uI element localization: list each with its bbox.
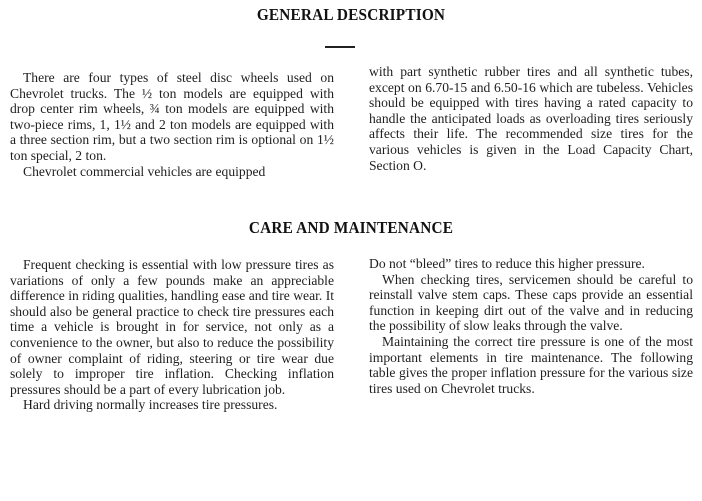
- paragraph: When checking tires, servicemen should be careful to reinstall valve stem caps. These caps provide an essential function in keeping dirt out of the valve and in reducing the possibility of slow leaks through the valve.: [369, 271, 693, 334]
- section-heading-care-and-maintenance: CARE AND MAINTENANCE: [248, 218, 454, 237]
- paragraph-continued: with part synthetic rubber tires and all synthetic tubes, except on 6.70-15 and 6.50-16 which are tubeless. Vehicles should be equipped with tires having a rated capacity to handle the anticipated loads as overloading tires seriously affects their life. The recommended size tires for the various vehicles is given in the Load Capacity Chart, Section O.: [369, 64, 693, 173]
- general-description-left-column: [10, 70, 334, 179]
- care-maintenance-left-column: [10, 257, 334, 413]
- paragraph: There are four types of steel disc wheels used on Chevrolet trucks. The ½ ton models are equipped with drop center rim wheels, ¾ ton models are equipped with two-piece rims, 1, 1½ and 2 ton models are equipped with a three section rim, but a two section rim is optional on 1½ ton special, 2 ton.: [10, 70, 334, 163]
- section-heading-general-description: GENERAL DESCRIPTION: [256, 5, 446, 24]
- paragraph-continued: Do not “bleed” tires to reduce this higher pressure.: [369, 256, 645, 271]
- paragraph: Maintaining the correct tire pressure is one of the most important elements in tire maintenance. The following table gives the proper inflation pressure for the various size tires used on Chevrolet trucks.: [369, 333, 693, 396]
- general-description-right-column: [369, 64, 693, 173]
- care-maintenance-right-column: [369, 256, 693, 396]
- paragraph: Chevrolet commercial vehicles are equipped: [23, 163, 266, 179]
- heading-divider: [325, 46, 355, 48]
- paragraph: Hard driving normally increases tire pressures.: [23, 397, 278, 413]
- paragraph: Frequent checking is essential with low pressure tires as variations of only a few pounds make an appreciable difference in riding qualities, handling ease and tire wear. It should also be general practice to check tire pressures each time a vehicle is brought in for service, not only as a convenience to the owner, but also to reduce the possibility of owner complaint of riding, steering or tire wear due solely to improper tire inflation. Checking inflation pressures should be a part of every lubrication job.: [10, 257, 334, 397]
